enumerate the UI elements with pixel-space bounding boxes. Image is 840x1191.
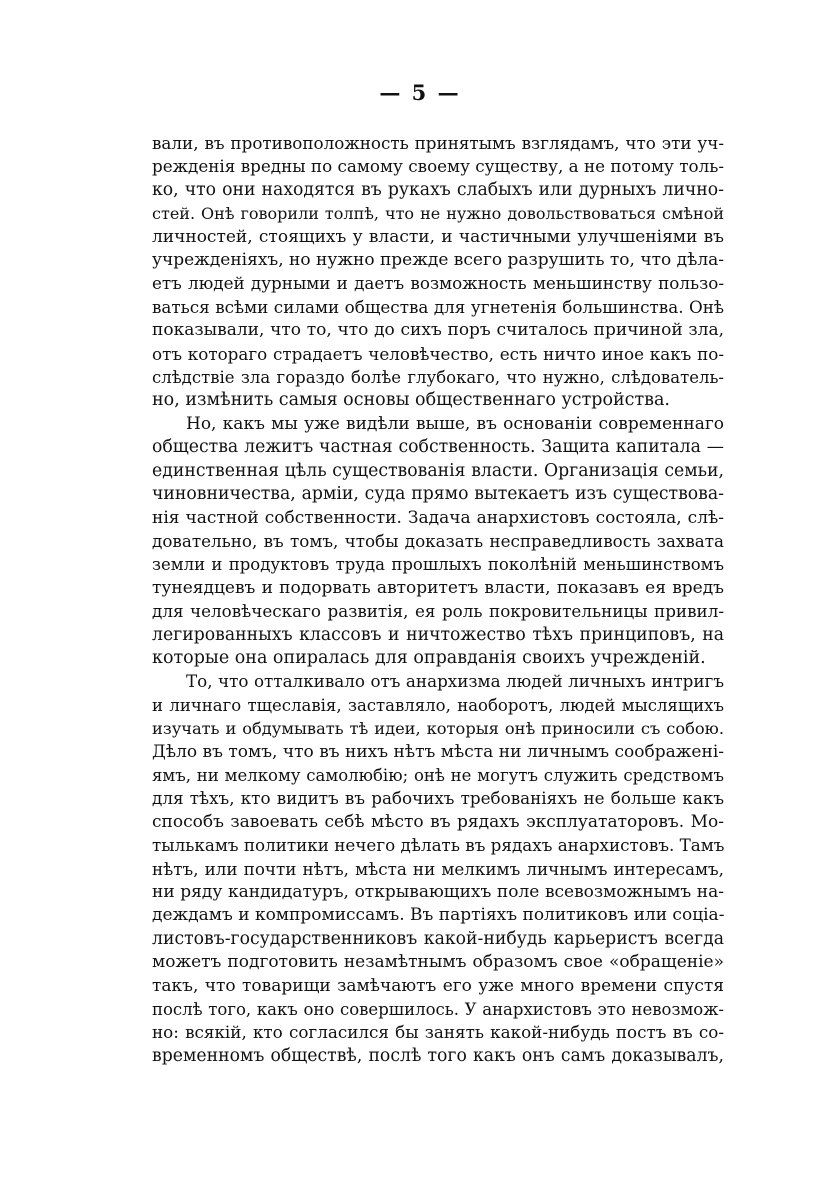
- text-line: послѣ того, какъ оно совершилось. У анархистовъ это невозмож-: [152, 1000, 724, 1020]
- paragraph-start-line: То, что отталкивало отъ анархизма людей личныхъ интригъ: [186, 671, 724, 692]
- text-line: временномъ обществѣ, послѣ того какъ онъ самъ доказывалъ,: [152, 1045, 724, 1066]
- text-line: Дѣло въ томъ, что въ нихъ нѣтъ мѣста ни личнымъ соображені-: [152, 741, 724, 762]
- text-line: листовъ-государственниковъ какой-нибудь карьеристъ всегда: [152, 928, 724, 949]
- text-line: единственная цѣль существованія власти. Организація семьи,: [152, 460, 724, 481]
- text-line: ко, что они находятся въ рукахъ слабыхъ или дурныхъ лично-: [152, 179, 724, 200]
- text-line: способъ завоевать себѣ мѣсто въ рядахъ эксплуататоровъ. Мо-: [152, 811, 724, 832]
- body-text: [152, 132, 724, 1068]
- text-line: деждамъ и компромиссамъ. Въ партіяхъ политиковъ или соціа-: [152, 905, 724, 926]
- text-line: режденія вредны по самому своему существу, а не потому толь-: [152, 156, 724, 177]
- text-line: тунеядцевъ и подорвать авторитетъ власти, показавъ ея вредъ: [152, 577, 724, 598]
- text-line: можетъ подготовить незамѣтнымъ образомъ свое «обращеніе»: [152, 952, 724, 973]
- text-line: личностей, стоящихъ у власти, и частичными улучшеніями въ: [152, 226, 724, 247]
- text-line: и личнаго тщеславія, заставляло, наоборотъ, людей мыслящихъ: [152, 695, 724, 715]
- text-line: изучать и обдумывать тѣ идеи, которыя онѣ приносили съ собою.: [152, 719, 724, 739]
- text-line: ваться всѣми силами общества для угнетенія большинства. Онѣ: [152, 296, 724, 317]
- paragraph-end-line: которые она опиралась для оправданія своихъ учрежденій.: [152, 647, 706, 668]
- text-line: но: всякій, кто согласился бы занять какой-нибудь постъ въ со-: [152, 1022, 724, 1043]
- text-line: ни ряду кандидатуръ, открывающихъ поле всевозможнымъ на-: [152, 882, 724, 902]
- text-line: тылькамъ политики нечего дѣлать въ рядахъ анархистовъ. Тамъ: [152, 835, 724, 856]
- text-line: учрежденіяхъ, но нужно прежде всего разрушить то, что дѣла-: [152, 250, 724, 271]
- text-line: отъ котораго страдаетъ человѣчество, есть ничто иное какъ по-: [152, 343, 724, 364]
- text-line: нѣтъ, или почти нѣтъ, мѣста ни мелкимъ личнымъ интересамъ,: [152, 858, 724, 879]
- text-line: довательно, въ томъ, чтобы доказать несправедливость захвата: [152, 530, 724, 551]
- text-line: общества лежитъ частная собственность. Защита капитала —: [152, 437, 724, 458]
- text-line: ямъ, ни мелкому самолюбію; онѣ не могутъ служить средствомъ: [152, 765, 724, 785]
- text-line: вали, въ противоположность принятымъ взглядамъ, что эти уч-: [152, 133, 724, 153]
- page-number: — 5 —: [379, 80, 461, 105]
- text-line: такъ, что товарищи замѣчаютъ его уже много времени спустя: [152, 975, 724, 996]
- text-line: легированныхъ классовъ и ничтожество тѣхъ принциповъ, на: [152, 624, 724, 645]
- text-line: стей. Онѣ говорили толпѣ, что не нужно довольствоваться смѣной: [152, 204, 724, 224]
- text-line: етъ людей дурными и даетъ возможность меньшинству пользо-: [152, 273, 724, 294]
- text-line: нія частной собственности. Задача анархистовъ состояла, слѣ-: [152, 507, 724, 528]
- paragraph-start-line: Но, какъ мы уже видѣли выше, въ основаніи современнаго: [186, 413, 724, 434]
- paragraph-end-line: но, измѣнить самыя основы общественнаго устройства.: [152, 390, 670, 411]
- text-line: показывали, что то, что до сихъ поръ считалось причиной зла,: [152, 320, 724, 341]
- text-line: для человѣческаго развитія, ея роль покровительницы привил-: [152, 601, 724, 622]
- text-line: слѣдствіе зла гораздо болѣе глубокаго, что нужно, слѣдователь-: [152, 368, 724, 388]
- text-line: земли и продуктовъ труда прошлыхъ поколѣній меньшинствомъ: [152, 555, 724, 575]
- text-line: чиновничества, арміи, суда прямо вытекаетъ изъ существова-: [152, 484, 724, 505]
- text-line: для тѣхъ, кто видитъ въ рабочихъ требованіяхъ не больше какъ: [152, 788, 724, 809]
